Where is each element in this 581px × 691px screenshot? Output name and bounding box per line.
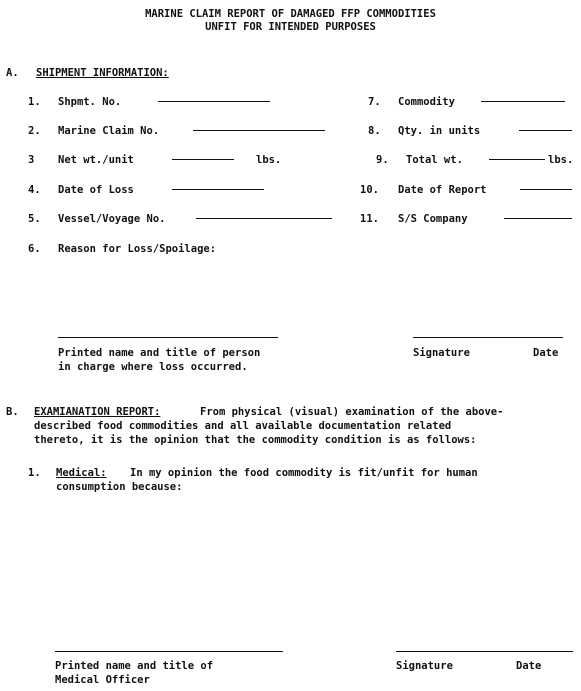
- item-4-num: 4.: [28, 184, 41, 196]
- section-b-letter: B.: [6, 406, 19, 418]
- total-weight-unit: lbs.: [548, 154, 574, 166]
- item-5-label: Vessel/Voyage No.: [58, 213, 166, 225]
- section-a-heading: SHIPMENT INFORMATION:: [36, 67, 169, 79]
- item-2-label: Marine Claim No.: [58, 125, 160, 137]
- date-caption-b: Date: [516, 660, 542, 672]
- signature-caption-b: Signature: [396, 660, 453, 672]
- medical-text-1: In my opinion the food commodity is fit/unfit for human: [130, 467, 478, 479]
- net-weight-unit: lbs.: [256, 154, 282, 166]
- item-6-label: Reason for Loss/Spoilage:: [58, 243, 217, 255]
- person-in-charge-name-line[interactable]: [58, 337, 278, 338]
- medical-heading: Medical:: [56, 467, 107, 479]
- item-10-num: 10.: [360, 184, 379, 196]
- section-b-heading: EXAMIANATION REPORT:: [34, 406, 161, 418]
- section-b-intro-1: From physical (visual) examination of the above-: [200, 406, 504, 418]
- item-8-label: Qty. in units: [398, 125, 481, 137]
- item-11-num: 11.: [360, 213, 379, 225]
- qty-units-field[interactable]: [519, 130, 572, 131]
- item-1-num: 1.: [28, 96, 41, 108]
- person-in-charge-signature-line[interactable]: [413, 337, 563, 338]
- section-a-letter: A.: [6, 67, 19, 79]
- signature-caption-a: Signature: [413, 347, 470, 359]
- date-caption-a: Date: [533, 347, 559, 359]
- medical-text-2: consumption because:: [56, 481, 183, 493]
- medical-item-num: 1.: [28, 467, 41, 479]
- section-b-intro-2: described food commodities and all available documentation related: [34, 420, 452, 432]
- vessel-voyage-field[interactable]: [196, 218, 332, 219]
- item-4-label: Date of Loss: [58, 184, 134, 196]
- date-of-loss-field[interactable]: [172, 189, 264, 190]
- ss-company-field[interactable]: [504, 218, 572, 219]
- item-8-num: 8.: [368, 125, 381, 137]
- item-6-num: 6.: [28, 243, 41, 255]
- item-9-label: Total wt.: [406, 154, 463, 166]
- item-1-label: Shpmt. No.: [58, 96, 122, 108]
- item-10-label: Date of Report: [398, 184, 487, 196]
- item-2-num: 2.: [28, 125, 41, 137]
- person-in-charge-caption-1: Printed name and title of person: [58, 347, 261, 359]
- item-9-num: 9.: [376, 154, 389, 166]
- medical-officer-signature-line[interactable]: [396, 651, 573, 652]
- item-7-label: Commodity: [398, 96, 455, 108]
- medical-officer-name-line[interactable]: [55, 651, 283, 652]
- item-11-label: S/S Company: [398, 213, 468, 225]
- form-title-line2: UNFIT FOR INTENDED PURPOSES: [205, 21, 376, 33]
- commodity-field[interactable]: [481, 101, 565, 102]
- form-title-line1: MARINE CLAIM REPORT OF DAMAGED FFP COMMODITIES: [145, 8, 436, 20]
- shipment-no-field[interactable]: [158, 101, 270, 102]
- total-weight-field[interactable]: [489, 159, 545, 160]
- section-b-intro-3: thereto, it is the opinion that the commodity condition is as follows:: [34, 434, 477, 446]
- date-of-report-field[interactable]: [520, 189, 572, 190]
- medical-officer-caption-1: Printed name and title of: [55, 660, 214, 672]
- item-5-num: 5.: [28, 213, 41, 225]
- item-7-num: 7.: [368, 96, 381, 108]
- item-3-num: 3: [28, 154, 35, 166]
- item-3-label: Net wt./unit: [58, 154, 134, 166]
- medical-officer-caption-2: Medical Officer: [55, 674, 150, 686]
- marine-claim-no-field[interactable]: [193, 130, 325, 131]
- net-weight-field[interactable]: [172, 159, 234, 160]
- person-in-charge-caption-2: in charge where loss occurred.: [58, 361, 248, 373]
